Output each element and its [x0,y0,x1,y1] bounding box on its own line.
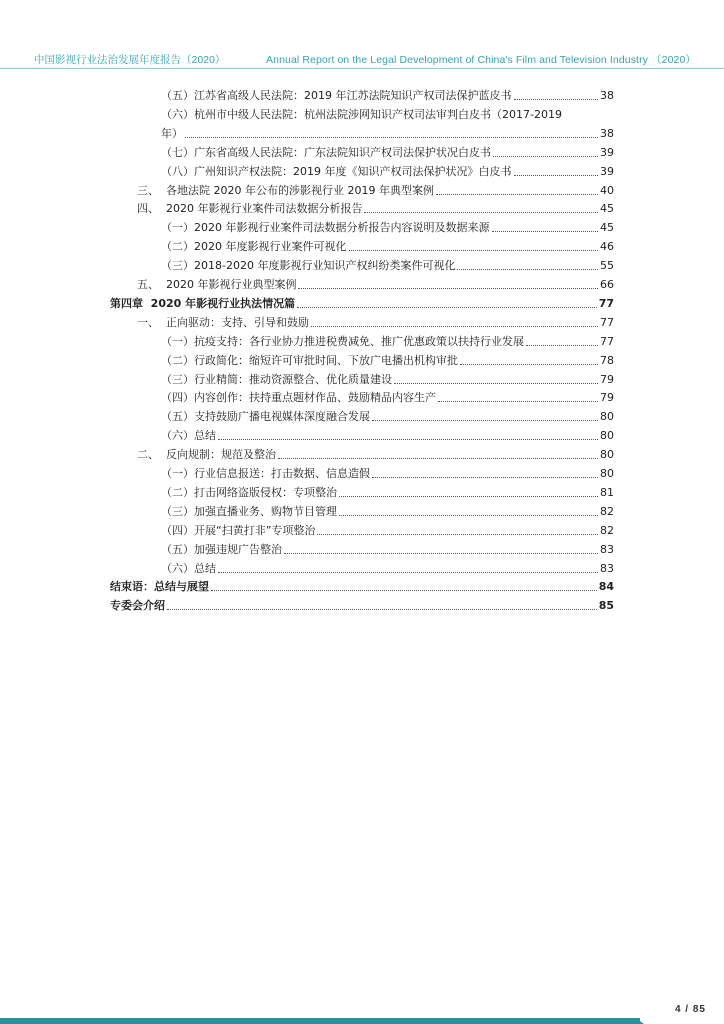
toc-dot-leader [298,288,598,289]
toc-dot-leader [364,212,598,213]
toc-dot-leader [349,250,599,251]
toc-entry[interactable] [161,220,614,236]
toc-entry-page: 39 [600,145,614,159]
toc-entry[interactable] [161,561,614,577]
toc-dot-leader [514,175,599,176]
toc-dot-leader [278,458,598,459]
toc-entry-page: 82 [600,523,614,537]
toc-entry-title: 专委会介绍 [110,599,165,613]
toc-entry[interactable] [137,277,614,293]
toc-dot-leader [372,477,598,478]
toc-entry-page: 45 [600,202,614,216]
toc-entry-title: 一、 正向驱动：支持、引导和鼓励 [137,315,309,329]
toc-entry-title: （一）2020 年影视行业案件司法数据分析报告内容说明及数据来源 [161,221,490,235]
toc-entry-page: 39 [600,164,614,178]
toc-entry-page: 85 [598,599,614,613]
toc-dot-leader [372,420,598,421]
page-number: 4 / 85 [674,1004,706,1015]
toc-entry-page: 81 [600,485,614,499]
toc-dot-leader [311,326,598,327]
toc-entry-title: （七）广东省高级人民法院：广东法院知识产权司法保护状况白皮书 [161,145,491,159]
toc-dot-leader [185,137,598,138]
toc-entry-title: 结束语：总结与展望 [110,580,209,594]
running-header [34,52,696,68]
toc-entry-title: （五）加强违规广告整治 [161,542,282,556]
toc-entry-title: 四、 2020 年影视行业案件司法数据分析报告 [137,202,363,216]
toc-entry[interactable] [161,390,614,406]
toc-entry-page: 77 [598,296,614,310]
toc-entry[interactable] [161,372,614,388]
toc-entry-title: （三）行业精简：推动资源整合、优化质量建设 [161,372,392,386]
toc-dot-leader [211,590,597,591]
toc-entry[interactable] [161,504,614,520]
toc-entry[interactable] [161,409,614,425]
toc-entry-page: 78 [600,353,614,367]
toc-dot-leader [218,572,598,573]
toc-entry-page: 83 [600,542,614,556]
toc-entry-title: （六）总结 [161,561,216,575]
toc-entry[interactable] [161,126,614,142]
toc-entry-title: （五）江苏省高级人民法院：2019 年江苏法院知识产权司法保护蓝皮书 [161,89,512,102]
toc-dot-leader [493,156,598,157]
toc-entry[interactable] [137,447,614,463]
toc-entry-page: 80 [600,429,614,443]
toc-dot-leader [297,307,597,308]
toc-entry-title: （三）2018-2020 年度影视行业知识产权纠纷类案件可视化 [161,259,456,273]
toc-entry-title: （二）打击网络盗版侵权：专项整治 [161,485,337,499]
footer-bar [0,1014,724,1024]
toc-entry-title: 五、 2020 年影视行业典型案例 [137,278,297,291]
toc-entry-page: 80 [600,448,614,462]
toc-entry-page: 79 [600,372,614,386]
toc-entry-page: 77 [600,315,614,329]
toc-dot-leader [526,345,598,346]
toc-entry[interactable] [137,315,614,331]
footer-accent-cap [636,1018,644,1024]
toc-entry-title: 第四章 2020 年影视行业执法情况篇 [110,296,296,310]
toc-dot-leader [438,401,598,402]
toc-entry[interactable] [161,466,614,482]
toc-entry-page: 77 [600,334,614,348]
toc-entry[interactable] [161,334,614,350]
toc-entry[interactable] [161,258,614,274]
header-title-chinese: 中国影视行业法治发展年度报告（2020） [34,54,226,66]
toc-dot-leader [317,534,598,535]
toc-entry-page: 38 [600,89,614,102]
toc-entry-title: （四）开展“扫黄打非”专项整治 [161,523,316,537]
toc-entry-title: 二、 反向规制：规范及整治 [137,448,276,462]
toc-entry-page: 66 [600,278,614,291]
footer-accent-stripe [0,1018,640,1024]
toc-dot-leader [339,515,598,516]
toc-entry[interactable] [161,353,614,369]
toc-entry-title: （四）内容创作：扶持重点题材作品、鼓励精品内容生产 [161,391,436,405]
toc-entry-page: 79 [600,391,614,405]
toc-dot-leader [284,553,598,554]
toc-entry-title: （八）广州知识产权法院：2019 年度《知识产权司法保护状况》白皮书 [161,164,512,178]
toc-entry[interactable] [137,183,614,199]
toc-entry[interactable] [161,164,614,180]
toc-entry[interactable] [161,239,614,255]
toc-entry-page: 45 [600,221,614,235]
toc-dot-leader [514,99,599,100]
toc-entry-page: 40 [600,183,614,197]
toc-entry-page: 38 [600,126,614,140]
toc-entry-page: 84 [598,580,614,594]
toc-entry-title: （五）支持鼓励广播电视媒体深度融合发展 [161,410,370,424]
toc-entry-title: （一）抗疫支持：各行业协力推进税费减免、推广优惠政策以扶持行业发展 [161,334,524,348]
toc-entry[interactable] [137,201,614,217]
toc-dot-leader [218,439,598,440]
toc-entry-title: （三）加强直播业务、购物节目管理 [161,504,337,518]
toc-entry[interactable] [161,523,614,539]
toc-dot-leader [167,609,597,610]
toc-entry-title: （一）行业信息报送：打击数据、信息造假 [161,467,370,480]
toc-entry-page: 55 [600,259,614,273]
toc-entry[interactable] [161,145,614,161]
toc-dot-leader [457,269,598,270]
toc-dot-leader [492,231,599,232]
toc-dot-leader [339,496,598,497]
header-title-english: Annual Report on the Legal Development of China's Film and Television Industry （2020） [266,54,696,66]
toc-entry-page: 83 [600,561,614,575]
toc-entry-title: （二）2020 年度影视行业案件可视化 [161,240,347,254]
toc-dot-leader [460,364,598,365]
toc-entry[interactable] [110,598,614,614]
toc-entry[interactable] [161,428,614,444]
toc-entry[interactable] [110,579,614,595]
toc-entry-title: 三、 各地法院 2020 年公布的涉影视行业 2019 年典型案例 [137,183,434,197]
toc-entry-title: （六）杭州市中级人民法院：杭州法院涉网知识产权司法审判白皮书（2017-2019 [161,107,562,121]
toc-entry-page: 82 [600,504,614,518]
toc-entry[interactable] [161,542,614,558]
toc-entry-title: （二）行政简化：缩短许可审批时间、下放广电播出机构审批 [161,353,458,367]
toc-entry-page: 46 [600,240,614,254]
toc-entry[interactable] [110,296,614,312]
toc-entry[interactable] [161,107,614,123]
toc-entry-title: 年） [161,126,183,140]
toc-entry[interactable] [161,88,614,104]
toc-entry-page: 80 [600,410,614,424]
toc-entry[interactable] [161,485,614,501]
toc-entry-title: （六）总结 [161,429,216,443]
toc-dot-leader [394,383,598,384]
toc-entry-page: 80 [600,467,614,480]
toc-dot-leader [436,194,598,195]
header-divider [0,68,724,69]
